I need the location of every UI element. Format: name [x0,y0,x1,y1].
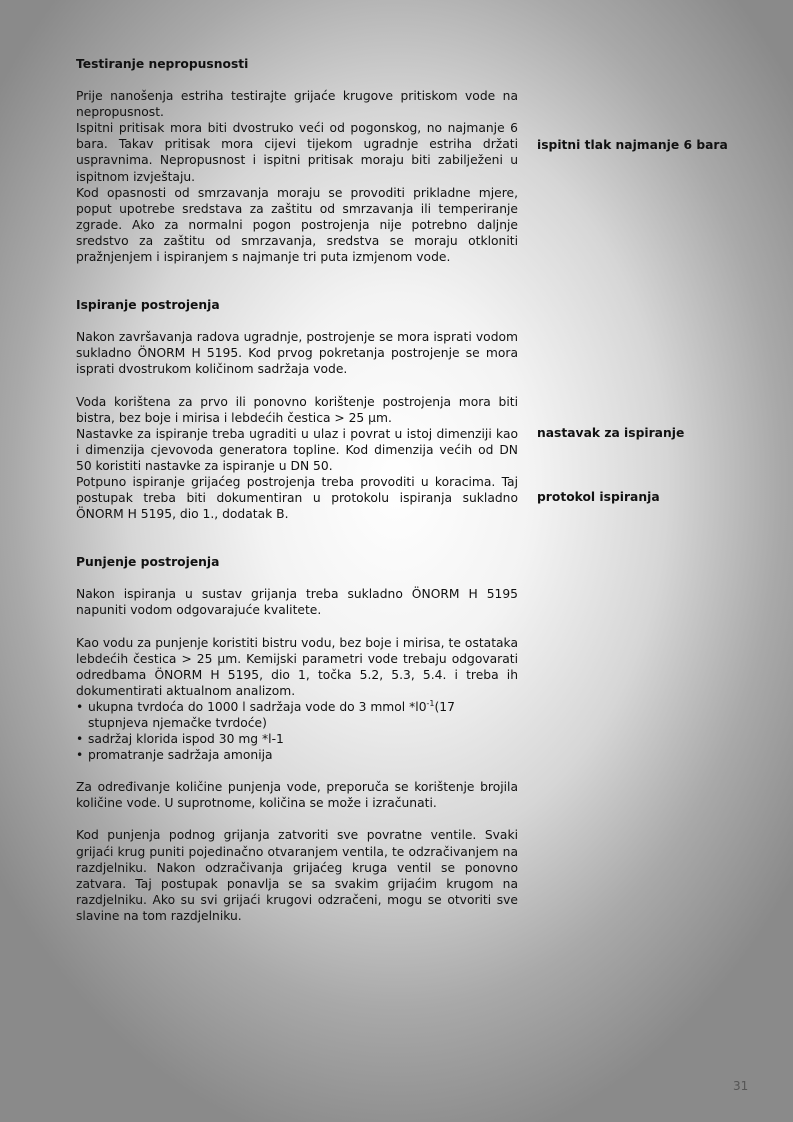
side-note-flush-protocol: protokol ispiranja [537,490,660,504]
side-note-test-pressure: ispitni tlak najmanje 6 bara [537,138,728,152]
main-text-column [76,56,518,924]
list-item [76,731,518,747]
flushing-paragraph-2: Voda korištena za prvo ili ponovno korištenje postrojenja mora biti bistra, bez boje i mirisa i lebdećih čestica > 25 µm. [76,394,518,425]
flushing-paragraph-1: Nakon završavanja radova ugradnje, postrojenje se mora isprati vodom sukladno ÖNORM H 5195. Kod prvog pokretanja postrojenje se mora isprati dvostrukom količinom sadržaja vode. [76,330,518,377]
page-number: 31 [733,1079,749,1093]
filling-paragraph-1: Nakon ispiranja u sustav grijanja treba sukladno ÖNORM H 5195 napuniti vodom odgovarajuće kvalitete. [76,587,518,618]
side-note-flush-nozzle: nastavak za ispiranje [537,426,685,440]
list-item [76,699,518,731]
filling-paragraph-4: Kod punjenja podnog grijanja zatvoriti sve povratne ventile. Svaki grijaći krug puniti pojedinačno otvaranjem ventila, te odzračivanjem na razdjelniku. Nakon odzračivanja grijaćeg kruga ventil se ponovno zatvara. Taj postupak ponavlja se sa svakim grijaćim krugom na razdjelniku. Ako su svi grijaći krugovi odzračeni, mogu se otvoriti sve slavine na tom razdjelniku. [76,828,518,923]
heading-filling: Punjenje postrojenja [76,555,220,570]
testing-paragraph-1: Prije nanošenja estriha testirajte grijaće krugove pritiskom vode na nepropusnost. [76,89,518,120]
list-item [76,747,518,763]
testing-paragraph-3: Kod opasnosti od smrzavanja moraju se provoditi prikladne mjere, poput upotrebe sredstava za zaštitu od smrzavanja ili temperiranje zgrade. Ako za normalni pogon postrojenja nije potrebno daljnje sredstvo za zaštitu od smrzavanja, sredstva se moraju otkloniti pražnjenjem i ispiranjem s najmanje tri puta izmjenom vode. [76,185,518,265]
heading-flushing: Ispiranje postrojenja [76,298,220,313]
water-parameters-list [76,699,518,763]
heading-testing: Testiranje nepropusnosti [76,57,249,71]
filling-paragraph-2: Kao vodu za punjenje koristiti bistru vodu, bez boje i mirisa, te ostataka lebdećih čestica > 25 µm. Kemijski parametri vode trebaju odgovarati odredbama ÖNORM H 5195, dio 1, točka 5.2, 5.3, 5.4. i treba ih dokumentirati aktualnom analizom. [76,635,518,698]
hardness-text: ukupna tvrdoća do 1000 l sadržaja vode do 3 mmol *l0 [88,699,427,714]
hardness-text-continued: (17 stupnjeva njemačke tvrdoće) [88,699,455,730]
flushing-paragraph-4: Potpuno ispiranje grijaćeg postrojenja treba provoditi u koracima. Taj postupak treba biti dokumentiran u protokolu ispiranja sukladno ÖNORM H 5195, dio 1., dodatak B. [76,474,518,522]
testing-paragraph-2: Ispitni pritisak mora biti dvostruko veći od pogonskog, no najmanje 6 bara. Takav pritisak mora cijevi tijekom ugradnje estriha držati uspravnima. Nepropusnost i ispitni pritisak moraju biti zabilježeni u ispitnom izvještaju. [76,121,518,184]
filling-paragraph-3: Za određivanje količine punjenja vode, preporuča se korištenje brojila količine vode. U suprotnome, količina se može i izračunati. [76,780,518,811]
chloride-text: sadržaj klorida ispod 30 mg *l-1 [88,732,284,747]
hardness-superscript: -1 [426,698,435,708]
flushing-paragraph-3: Nastavke za ispiranje treba ugraditi u ulaz i povrat u istoj dimenziji kao i dimenzija cjevovoda generatora topline. Kod dimenzija većih od DN 50 koristiti nastavke za ispiranje u DN 50. [76,426,518,473]
ammonia-text: promatranje sadržaja amonija [88,748,273,763]
